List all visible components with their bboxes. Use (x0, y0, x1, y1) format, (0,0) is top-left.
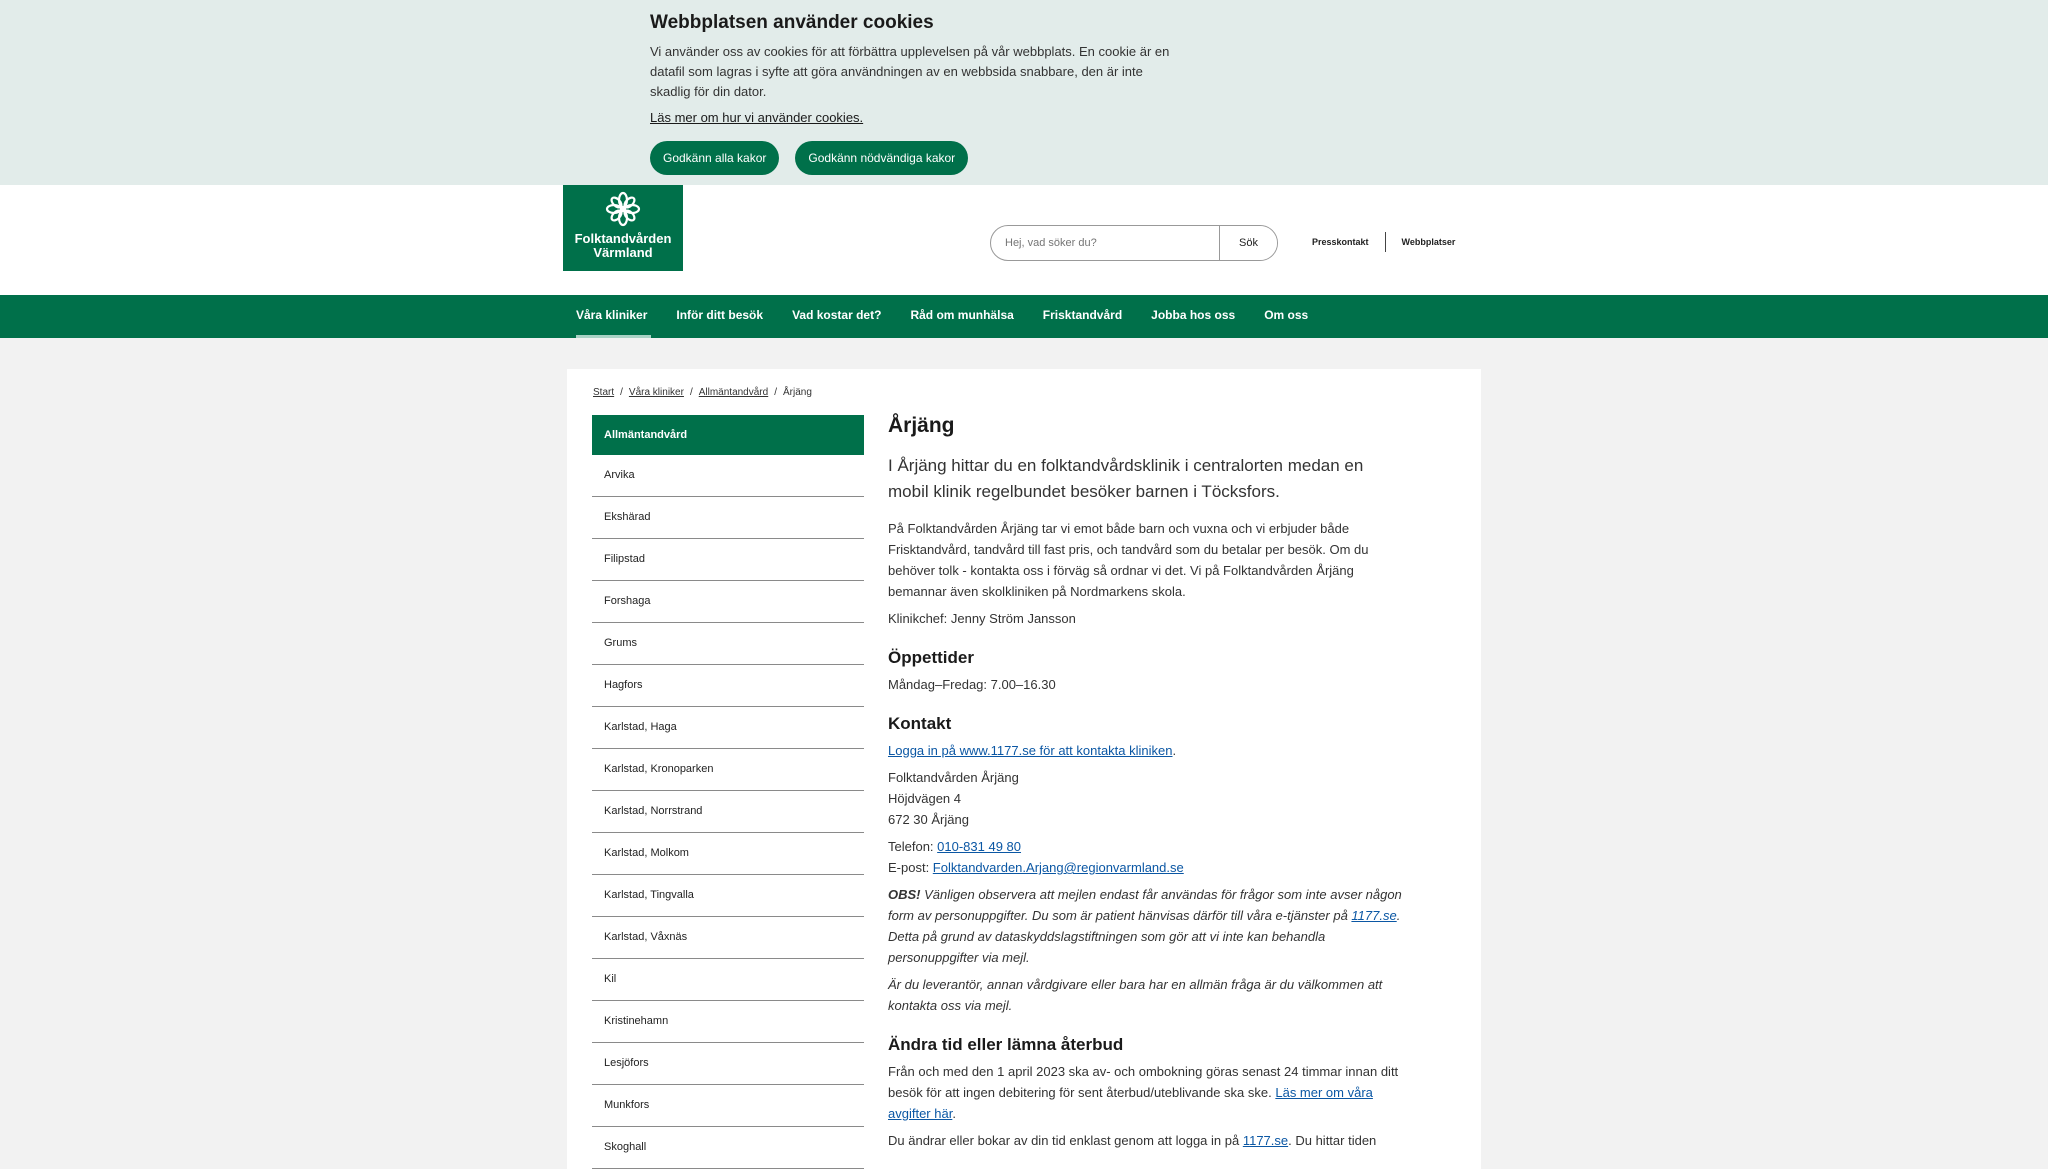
breadcrumb-current: Årjäng (782, 387, 812, 398)
nav-item-infor-ditt-besok[interactable]: Inför ditt besök (676, 308, 764, 322)
sidebar-menu (592, 415, 864, 1169)
obs-text: Vänligen observera att mejlen endast får användas för frågor som inte avser någon form av personuppgifter. Du som är patient hänvisas därför till våra e-tjänster på (888, 887, 1402, 923)
address-street: Höjdvägen 4 (888, 791, 961, 806)
sidebar-item-forshaga[interactable]: Forshaga (592, 581, 864, 623)
nav-item-jobba-hos-oss[interactable]: Jobba hos oss (1151, 308, 1236, 322)
lead-text: I Årjäng hittar du en folktandvårdsklinik i centralorten medan en mobil klinik regelbundet besöker barnen i Töcksfors. (888, 456, 1364, 501)
rebook-text (888, 1130, 1408, 1151)
cookie-buttons (650, 141, 968, 175)
change-booking-text: Från och med den 1 april 2023 ska av- och ombokning göras senast 24 timmar innan ditt besök för att ingen debitering för sent återbud/uteblivande ska ske. Läs mer om våra avgifter här. (888, 1064, 1399, 1121)
opening-hours: Måndag–Fredag: 7.00–16.30 (888, 677, 1056, 692)
cookie-text: Vi använder oss av cookies för att förbättra upplevelsen på vår webbplats. En cookie är en datafil som lagras i syfte att göra användningen av en webbsida snabbare, den är inte skadlig för din dator. (650, 44, 1170, 99)
nav-item-frisktandvard[interactable]: Frisktandvård (1042, 308, 1123, 322)
accept-necessary-cookies-button[interactable]: Godkänn nödvändiga kakor (795, 141, 968, 175)
address-city: 672 30 Årjäng (888, 812, 969, 827)
address (888, 767, 1408, 830)
site-logo[interactable] (563, 185, 683, 271)
logo-line-2: Värmland (593, 245, 653, 260)
accept-all-cookies-button[interactable]: Godkänn alla kakor (650, 141, 779, 175)
sidebar-item-hagfors[interactable]: Hagfors (592, 665, 864, 707)
site-header (0, 185, 2048, 295)
nav-item-om-oss[interactable]: Om oss (1264, 308, 1309, 322)
breadcrumb-allmantandvard[interactable]: Allmäntandvård (698, 387, 769, 398)
change-booking-heading: Ändra tid eller lämna återbud (888, 1035, 1124, 1054)
breadcrumb-start[interactable]: Start (593, 387, 615, 398)
sidebar-item-kil[interactable]: Kil (592, 959, 864, 1001)
press-contact-link[interactable]: Presskontakt (1312, 237, 1369, 247)
email-label: E-post: (888, 860, 933, 875)
search-button[interactable]: Sök (1219, 226, 1277, 260)
main-content (888, 414, 1408, 1151)
sidebar-item-kristinehamn[interactable]: Kristinehamn (592, 1001, 864, 1043)
top-links-divider (1385, 232, 1386, 252)
breadcrumb: Start / Våra kliniker / Allmäntandvård / Årjäng (593, 387, 812, 398)
rebook-1177-link[interactable]: 1177.se (1242, 1133, 1289, 1148)
logo-line-1: Folktandvården (574, 231, 672, 246)
cookie-title: Webbplatsen använder cookies (650, 12, 934, 33)
phone-label: Telefon: (888, 839, 938, 854)
clinic-manager: Klinikchef: Jenny Ström Jansson (888, 611, 1076, 626)
search-input[interactable] (991, 226, 1219, 260)
sidebar-item-arvika[interactable]: Arvika (592, 455, 864, 497)
supplier-notice: Är du leverantör, annan vårdgivare eller bara har en allmän fråga är du välkommen att kontakta oss via mejl. (888, 977, 1383, 1013)
sidebar-item-karlstad-molkom[interactable]: Karlstad, Molkom (592, 833, 864, 875)
login-1177-link[interactable]: Logga in på www.1177.se för att kontakta kliniken (888, 743, 1173, 758)
obs-notice (888, 884, 1408, 968)
cookie-info-link[interactable]: Läs mer om hur vi använder cookies. (650, 110, 864, 125)
nav-item-rad-om-munhalsa[interactable]: Råd om munhälsa (910, 308, 1014, 322)
nav-item-vad-kostar-det[interactable]: Vad kostar det? (792, 308, 882, 322)
cookie-content (650, 12, 1170, 127)
contact-heading: Kontakt (888, 714, 952, 733)
sidebar-item-karlstad-haga[interactable]: Karlstad, Haga (592, 707, 864, 749)
page-title: Årjäng (888, 414, 955, 437)
sidebar-item-karlstad-tingvalla[interactable]: Karlstad, Tingvalla (592, 875, 864, 917)
obs-1177-link[interactable]: 1177.se (1351, 908, 1397, 923)
intro-text: På Folktandvården Årjäng tar vi emot både barn och vuxna och vi erbjuder både Frisktandvård, tandvård till fast pris, och tandvård som du betalar per besök. Om du behöver tolk - kontakta oss i förväg så ordnar vi det. Vi på Folktandvården Årjäng bemannar även skolkliniken på Nordmarkens skola. (888, 521, 1369, 599)
address-name: Folktandvården Årjäng (888, 770, 1019, 785)
login-paragraph: Logga in på www.1177.se för att kontakta kliniken. (888, 743, 1177, 758)
star-flower-icon (605, 191, 641, 227)
phone-link[interactable]: 010-831 49 80 (937, 839, 1022, 854)
sidebar-item-filipstad[interactable]: Filipstad (592, 539, 864, 581)
cookie-banner (0, 0, 2048, 185)
rebook-text-1: Du ändrar eller bokar av din tid enklast genom att logga in på (888, 1133, 1243, 1148)
sidebar-item-lesjofors[interactable]: Lesjöfors (592, 1043, 864, 1085)
breadcrumb-vara-kliniker[interactable]: Våra kliniker (628, 387, 684, 398)
sidebar-item-eksharad[interactable]: Ekshärad (592, 497, 864, 539)
sidebar-heading[interactable]: Allmäntandvård (592, 415, 864, 455)
search-form (990, 225, 1278, 261)
sidebar-item-skoghall[interactable]: Skoghall (592, 1127, 864, 1169)
rebook-text-2: . Du hittar tiden (1288, 1133, 1377, 1148)
email-link[interactable]: Folktandvarden.Arjang@regionvarmland.se (932, 860, 1184, 875)
sidebar-item-karlstad-kronoparken[interactable]: Karlstad, Kronoparken (592, 749, 864, 791)
obs-label: OBS! (888, 887, 921, 902)
sidebar-item-karlstad-vaxnas[interactable]: Karlstad, Våxnäs (592, 917, 864, 959)
sidebar-item-karlstad-norrstrand[interactable]: Karlstad, Norrstrand (592, 791, 864, 833)
obs-text-2: . Detta på grund av dataskyddslagstiftningen som gör att vi inte kan behandla personuppgifter via mejl. (888, 908, 1401, 965)
nav-item-vara-kliniker[interactable]: Våra kliniker (576, 295, 647, 338)
main-nav (0, 295, 2048, 338)
hours-heading: Öppettider (888, 648, 974, 667)
websites-link[interactable]: Webbplatser (1401, 237, 1456, 247)
fees-link[interactable]: Läs mer om våra avgifter här (888, 1085, 1373, 1121)
sidebar-item-munkfors[interactable]: Munkfors (592, 1085, 864, 1127)
change-text: Från och med den 1 april 2023 ska av- och ombokning göras senast 24 timmar innan ditt besök för att ingen debitering för sent återbud/uteblivande ska ske. (888, 1064, 1399, 1100)
sidebar-item-grums[interactable]: Grums (592, 623, 864, 665)
content-card (567, 369, 1481, 1169)
top-links (1312, 232, 1455, 252)
phone-email (888, 836, 1408, 878)
